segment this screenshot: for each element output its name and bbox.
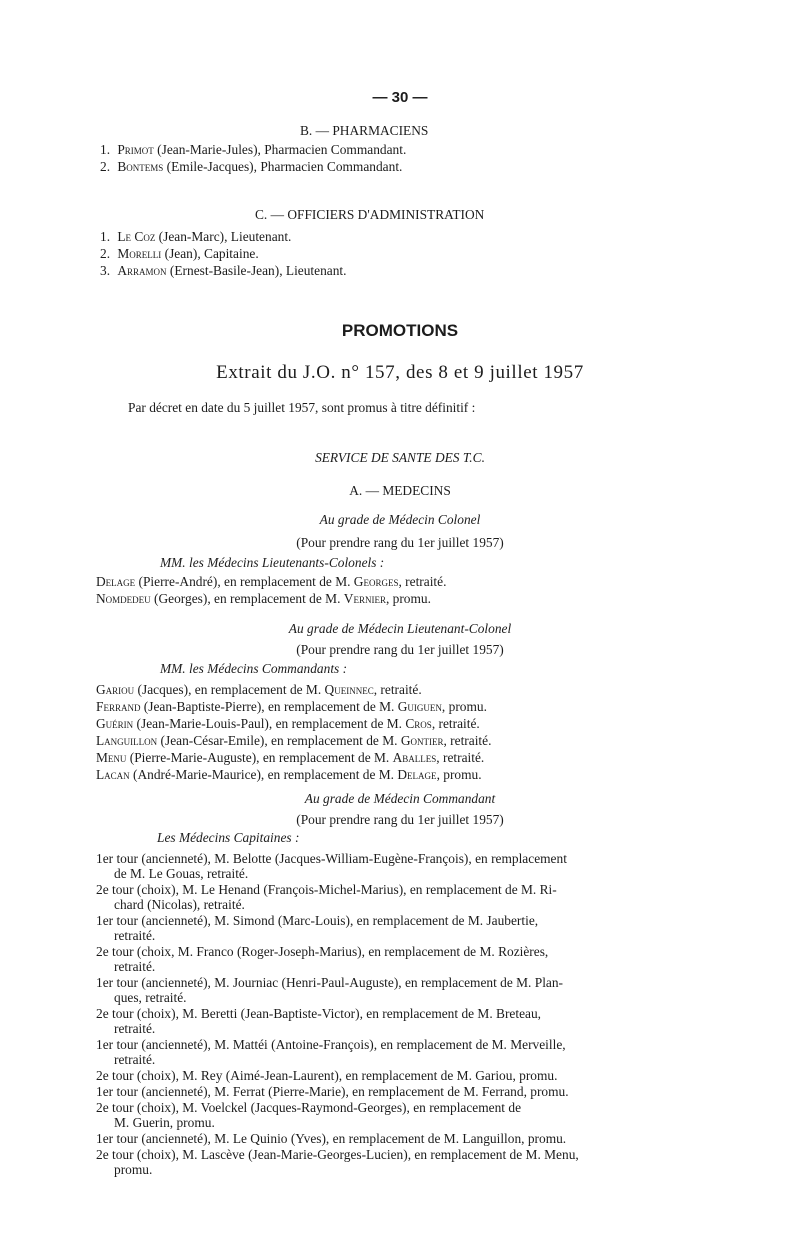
- entry-continuation: chard (Nicolas), retraité.: [114, 897, 245, 913]
- person-name: Morelli: [117, 246, 162, 261]
- entry-line: 1er tour (ancienneté), M. Journiac (Henri-Paul-Auguste), en remplacement de M. Plan-: [96, 975, 564, 990]
- person-name: Delage: [96, 574, 136, 589]
- item-text: (Ernest-Basile-Jean), Lieutenant.: [166, 263, 347, 278]
- entry-text: (Jean-Marie-Louis-Paul), en remplacement de M.: [133, 716, 406, 731]
- replaced-name: Queinnec: [324, 682, 374, 697]
- entry-text: (Pierre-André), en remplacement de M.: [135, 574, 354, 589]
- entry-text: (Georges), en remplacement de M.: [150, 591, 344, 606]
- person-name: Le Coz: [117, 229, 156, 244]
- replaced-name: Guiguen: [397, 699, 442, 714]
- person-name: Lacan: [96, 767, 130, 782]
- page-number: — 30 —: [372, 89, 428, 106]
- entry-continuation: ques, retraité.: [114, 990, 187, 1006]
- replaced-name: Gontier: [400, 733, 444, 748]
- item-number: 3.: [100, 263, 111, 278]
- entry-text: (Jean-César-Emile), en remplacement de M.: [157, 733, 401, 748]
- grade-title-colonel: Au grade de Médecin Colonel: [319, 512, 481, 527]
- replaced-name: Georges: [353, 574, 399, 589]
- person-name: Nomdedeu: [96, 591, 151, 606]
- item-number: 1.: [100, 229, 111, 244]
- entry-end: , promu.: [441, 699, 487, 714]
- table-row: [96, 716, 480, 731]
- list-item: [100, 246, 259, 261]
- decree-line: Par décret en date du 5 juillet 1957, sont promus à titre définitif :: [128, 400, 476, 415]
- list-item: [100, 142, 406, 157]
- entry-text: (Pierre-Marie-Auguste), en remplacement de M.: [126, 750, 393, 765]
- grade-intro: MM. les Médecins Commandants :: [160, 661, 348, 676]
- item-number: 1.: [100, 142, 111, 157]
- entry-text: (André-Marie-Maurice), en remplacement de M.: [129, 767, 398, 782]
- list-item: [96, 1006, 726, 1036]
- entry-line: 2e tour (choix, M. Franco (Roger-Joseph-Marius), en remplacement de M. Rozières,: [96, 944, 549, 959]
- person-name: Guérin: [96, 716, 134, 731]
- entry-end: , promu.: [385, 591, 431, 606]
- entry-line: 1er tour (ancienneté), M. Le Quinio (Yves), en remplacement de M. Languillon, promu.: [96, 1131, 567, 1146]
- replaced-name: Aballes: [392, 750, 437, 765]
- entry-text: (Jacques), en remplacement de M.: [134, 682, 325, 697]
- person-name: Gariou: [96, 682, 135, 697]
- table-row: [96, 591, 431, 606]
- list-item: [96, 944, 726, 974]
- list-item: [96, 882, 726, 912]
- section-heading-officiers: C. — OFFICIERS D'ADMINISTRATION: [255, 207, 485, 222]
- person-name: Bontems: [117, 159, 164, 174]
- replaced-name: Delage: [397, 767, 437, 782]
- item-text: (Jean-Marc), Lieutenant.: [155, 229, 292, 244]
- list-item: [96, 1131, 726, 1146]
- person-name: Menu: [96, 750, 127, 765]
- rang-line: (Pour prendre rang du 1er juillet 1957): [296, 642, 504, 657]
- extrait-line: Extrait du J.O. n° 157, des 8 et 9 juillet 1957: [216, 362, 584, 383]
- entry-end: , retraité.: [373, 682, 422, 697]
- rang-line: (Pour prendre rang du 1er juillet 1957): [296, 812, 504, 827]
- item-text: (Jean), Capitaine.: [161, 246, 259, 261]
- section-heading-pharmaciens: B. — PHARMACIENS: [300, 123, 429, 138]
- rang-line: (Pour prendre rang du 1er juillet 1957): [296, 535, 504, 550]
- table-row: [96, 699, 487, 714]
- person-name: Languillon: [96, 733, 158, 748]
- entry-line: 1er tour (ancienneté), M. Mattéi (Antoine-François), en remplacement de M. Merveille,: [96, 1037, 566, 1052]
- person-name: Primot: [117, 142, 154, 157]
- grade-title-lt-colonel: Au grade de Médecin Lieutenant-Colonel: [288, 621, 512, 636]
- entry-line: 1er tour (ancienneté), M. Simond (Marc-Louis), en remplacement de M. Jaubertie,: [96, 913, 539, 928]
- entry-line: 1er tour (ancienneté), M. Belotte (Jacques-William-Eugène-François), en remplacement: [96, 851, 567, 866]
- subsection-medecins: A. — MEDECINS: [349, 483, 451, 498]
- person-name: Ferrand: [96, 699, 141, 714]
- entry-end: , retraité.: [443, 733, 492, 748]
- replaced-name: Vernier: [343, 591, 386, 606]
- list-item: [96, 1068, 726, 1083]
- entry-continuation: retraité.: [114, 1052, 156, 1068]
- entry-continuation: retraité.: [114, 959, 156, 975]
- list-item: [96, 1037, 726, 1067]
- grade-intro: MM. les Médecins Lieutenants-Colonels :: [160, 555, 385, 570]
- table-row: [96, 682, 422, 697]
- entry-continuation: retraité.: [114, 1021, 156, 1037]
- list-item: [96, 1084, 726, 1099]
- list-item: [96, 1147, 726, 1177]
- entry-line: 2e tour (choix), M. Rey (Aimé-Jean-Laurent), en remplacement de M. Gariou, promu.: [96, 1068, 558, 1083]
- table-row: [96, 733, 491, 748]
- item-number: 2.: [100, 246, 111, 261]
- entry-line: 2e tour (choix), M. Voelckel (Jacques-Raymond-Georges), en remplacement de: [96, 1100, 522, 1115]
- item-text: (Jean-Marie-Jules), Pharmacien Commandant.: [153, 142, 407, 157]
- table-row: [96, 750, 484, 765]
- table-row: [96, 767, 482, 782]
- list-item: [100, 159, 402, 174]
- item-text: (Emile-Jacques), Pharmacien Commandant.: [163, 159, 403, 174]
- list-item: [100, 229, 291, 244]
- item-number: 2.: [100, 159, 111, 174]
- entry-text: (Jean-Baptiste-Pierre), en remplacement de M.: [140, 699, 398, 714]
- replaced-name: Cros: [405, 716, 432, 731]
- list-item: [96, 1100, 726, 1130]
- entry-line: 2e tour (choix), M. Lascève (Jean-Marie-Georges-Lucien), en remplacement de M. Menu,: [96, 1147, 579, 1162]
- list-item: [96, 913, 726, 943]
- entry-end: , promu.: [436, 767, 482, 782]
- grade-intro: Les Médecins Capitaines :: [157, 830, 300, 845]
- entry-end: , retraité.: [431, 716, 480, 731]
- entry-continuation: retraité.: [114, 928, 156, 944]
- entry-line: 2e tour (choix), M. Beretti (Jean-Baptiste-Victor), en remplacement de M. Breteau,: [96, 1006, 542, 1021]
- list-item: [100, 263, 347, 278]
- entry-end: , retraité.: [436, 750, 485, 765]
- person-name: Arramon: [117, 263, 167, 278]
- entry-continuation: de M. Le Gouas, retraité.: [114, 866, 249, 882]
- entry-end: , retraité.: [398, 574, 447, 589]
- entry-line: 1er tour (ancienneté), M. Ferrat (Pierre-Marie), en remplacement de M. Ferrand, promu.: [96, 1084, 569, 1099]
- list-item: [96, 851, 726, 881]
- entry-continuation: M. Guerin, promu.: [114, 1115, 215, 1131]
- list-item: [96, 975, 726, 1005]
- table-row: [96, 574, 446, 589]
- entry-line: 2e tour (choix), M. Le Henand (François-Michel-Marius), en remplacement de M. Ri-: [96, 882, 557, 897]
- grade-title-commandant: Au grade de Médecin Commandant: [304, 791, 496, 806]
- entry-continuation: promu.: [114, 1162, 153, 1178]
- promotions-title: PROMOTIONS: [341, 321, 459, 340]
- service-heading: SERVICE DE SANTE DES T.C.: [315, 450, 485, 465]
